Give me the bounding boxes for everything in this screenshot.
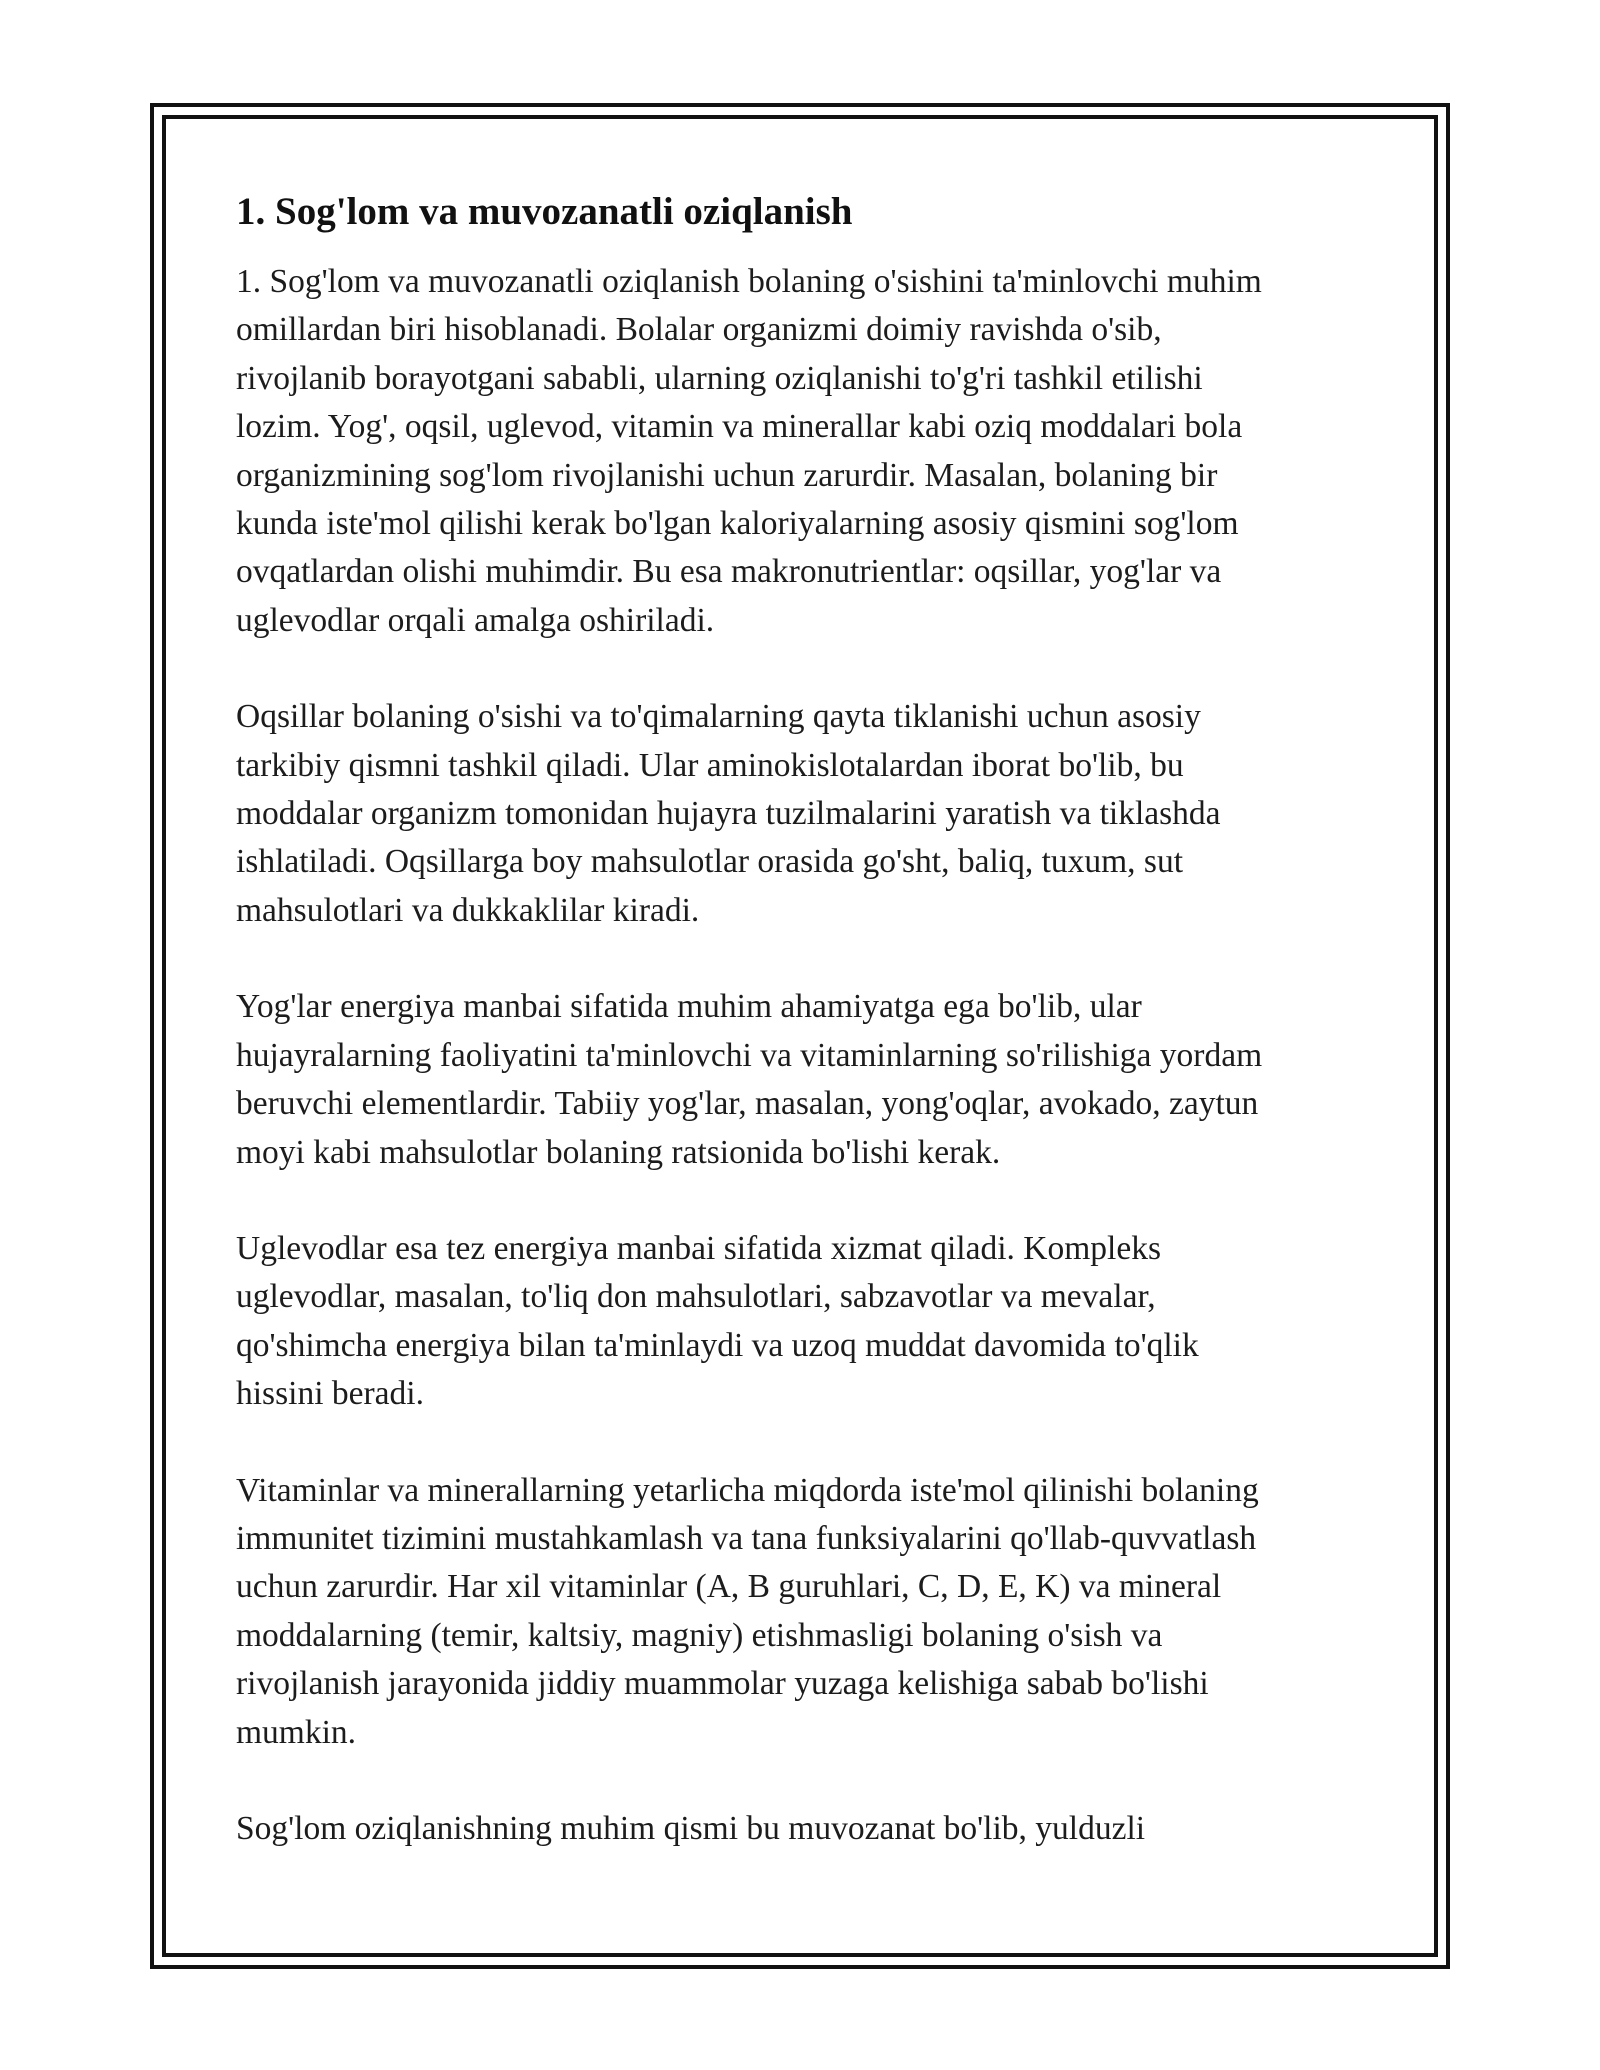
paragraph-line: ishlatiladi. Oqsillarga boy mahsulotlar orasida go'sht, baliq, tuxum, sut	[236, 843, 1184, 881]
paragraph-line: rivojlanib borayotgani sababli, ularning oziqlanishi to'g'ri tashkil etilishi	[236, 359, 1203, 397]
paragraph-line: beruvchi elementlardir. Tabiiy yog'lar, masalan, yong'oqlar, avokado, zaytun	[236, 1085, 1259, 1123]
paragraph-line: mahsulotlari va dukkaklilar kiradi.	[236, 891, 700, 929]
paragraph-line: Sog'lom oziqlanishning muhim qismi bu muvozanat bo'lib, yulduzli	[236, 1809, 1146, 1847]
paragraph-line: ovqatlardan olishi muhimdir. Bu esa makronutrientlar: oqsillar, yog'lar va	[236, 553, 1222, 591]
paragraph-line: uchun zarurdir. Har xil vitaminlar (A, B guruhlari, C, D, E, K) va mineral	[236, 1568, 1222, 1606]
paragraph-line: uglevodlar, masalan, to'liq don mahsulotlari, sabzavotlar va mevalar,	[236, 1278, 1156, 1316]
paragraph-list	[236, 258, 1396, 1853]
paragraph-line: moyi kabi mahsulotlar bolaning ratsionida bo'lishi kerak.	[236, 1133, 1001, 1171]
paragraph-line: qo'shimcha energiya bilan ta'minlaydi va uzoq muddat davomida to'qlik	[236, 1326, 1199, 1364]
paragraph-line: moddalarning (temir, kaltsiy, magniy) etishmasligi bolaning o'sish va	[236, 1616, 1163, 1654]
paragraph-line: mumkin.	[236, 1713, 357, 1751]
paragraph-line: uglevodlar orqali amalga oshiriladi.	[236, 601, 715, 639]
paragraph-line: Vitaminlar va minerallarning yetarlicha miqdorda iste'mol qilinishi bolaning	[236, 1471, 1259, 1509]
paragraph	[236, 1805, 1396, 1853]
paragraph-line: moddalar organizm tomonidan hujayra tuzilmalarini yaratish va tiklashda	[236, 795, 1221, 833]
paragraph-line: Uglevodlar esa tez energiya manbai sifatida xizmat qiladi. Kompleks	[236, 1229, 1161, 1267]
paragraph	[236, 1467, 1396, 1757]
paragraph-line: kunda iste'mol qilishi kerak bo'lgan kaloriyalarning asosiy qismini sog'lom	[236, 505, 1239, 543]
document-heading: 1. Sog'lom va muvozanatli oziqlanish	[236, 190, 853, 233]
paragraph	[236, 1225, 1396, 1419]
paragraph-line: 1. Sog'lom va muvozanatli oziqlanish bolaning o'sishini ta'minlovchi muhim	[236, 263, 1262, 300]
paragraph-line: omillardan biri hisoblanadi. Bolalar organizmi doimiy ravishda o'sib,	[236, 311, 1162, 349]
paragraph-line: hujayralarning faoliyatini ta'minlovchi va vitaminlarning so'rilishiga yordam	[236, 1036, 1263, 1074]
paragraph-line: Oqsillar bolaning o'sishi va to'qimalarning qayta tiklanishi uchun asosiy	[236, 698, 1201, 736]
paragraph-line: organizmining sog'lom rivojlanishi uchun zarurdir. Masalan, bolaning bir	[236, 456, 1218, 494]
paragraph-line: Yog'lar energiya manbai sifatida muhim ahamiyatga ega bo'lib, ular	[236, 988, 1142, 1026]
paragraph-line: rivojlanish jarayonida jiddiy muammolar yuzaga kelishiga sabab bo'lishi	[236, 1665, 1209, 1703]
paragraph-line: hissini beradi.	[236, 1375, 424, 1413]
paragraph	[236, 258, 1396, 645]
document-body	[236, 188, 1396, 1901]
paragraph-line: immunitet tizimini mustahkamlash va tana funksiyalarini qo'llab-quvvatlash	[236, 1519, 1257, 1557]
paragraph	[236, 693, 1396, 935]
paragraph-line: lozim. Yog', oqsil, uglevod, vitamin va minerallar kabi oziq moddalari bola	[236, 408, 1243, 446]
paragraph	[236, 983, 1396, 1177]
paragraph-line: tarkibiy qismni tashkil qiladi. Ular aminokislotalardan iborat bo'lib, bu	[236, 746, 1184, 784]
